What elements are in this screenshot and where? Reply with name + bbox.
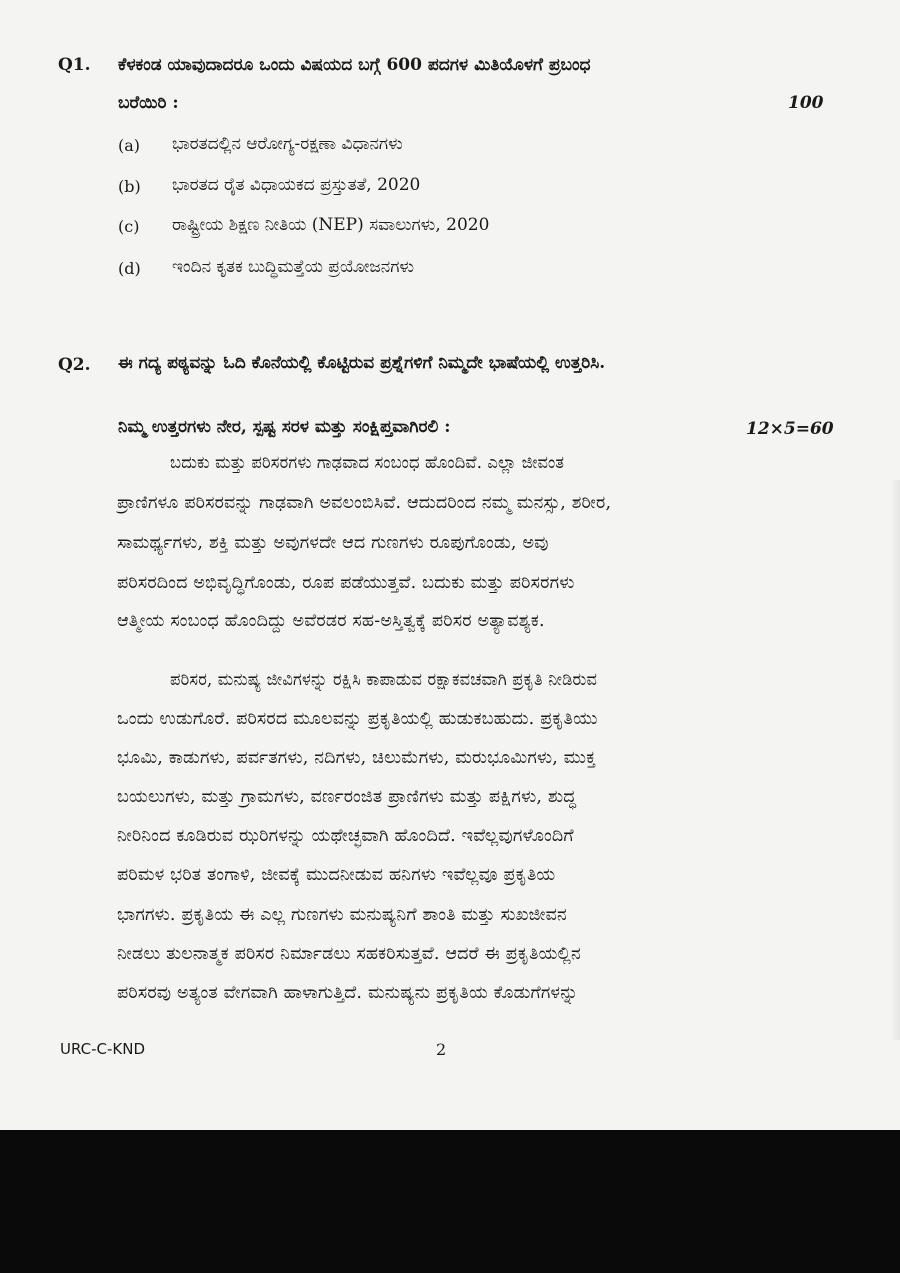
paper-code: URC-C-KND (60, 1040, 146, 1058)
question-2-marks: 12×5=60 (746, 419, 834, 439)
passage-para-2-line: ಒಂದು ಉಡುಗೊರೆ. ಪರಿಸರದ ಮೂಲವನ್ನು ಪ್ರಕೃತಿಯಲ್ಲಿ ಹುಡುಕಬಹುದು. ಪ್ರಕೃತಿಯು (117, 709, 598, 729)
question-2-line-2: ನಿಮ್ಮ ಉತ್ತರಗಳು ನೇರ, ಸ್ಪಷ್ಟ ಸರಳ ಮತ್ತು ಸಂಕ್ಷಿಪ್ತವಾಗಿರಲಿ : (118, 417, 451, 437)
passage-para-2-line: ಬಯಲುಗಳು, ಮತ್ತು ಗ್ರಾಮಗಳು, ವರ್ಣರಂಜಿತ ಪ್ರಾಣಿಗಳು ಮತ್ತು ಪಕ್ಷಿಗಳು, ಶುದ್ಧ (117, 787, 577, 807)
option-b-label: (b) (118, 177, 141, 196)
question-2-line-1: ಈ ಗದ್ಯ ಪಠ್ಯವನ್ನು ಓದಿ ಕೊನೆಯಲ್ಲಿ ಕೊಟ್ಟಿರುವ ಪ್ರಶ್ನೆಗಳಿಗೆ ನಿಮ್ಮದೇ ಭಾಷೆಯಲ್ಲಿ ಉತ್ತರಿಸಿ. (118, 353, 606, 373)
passage-para-1-line: ಆತ್ಮೀಯ ಸಂಬಂಧ ಹೊಂದಿದ್ದು ಅವೆರಡರ ಸಹ-ಅಸ್ತಿತ್ವಕ್ಕೆ ಪರಿಸರ ಅತ್ಯಾವಶ್ಯಕ. (117, 611, 545, 631)
question-1-number: Q1. (58, 55, 91, 75)
question-1-marks: 100 (788, 93, 824, 113)
question-1-line-1: ಕೆಳಕಂಡ ಯಾವುದಾದರೂ ಒಂದು ವಿಷಯದ ಬಗ್ಗೆ 600 ಪದಗಳ ಮಿತಿಯೊಳಗೆ ಪ್ರಬಂಧ (118, 55, 591, 75)
option-c-label: (c) (118, 217, 140, 236)
passage-para-2-line: ಪರಿಸರ, ಮನುಷ್ಯ ಜೀವಿಗಳನ್ನು ರಕ್ಷಿಸಿ ಕಾಪಾಡುವ ರಕ್ಷಾಕವಚವಾಗಿ ಪ್ರಕೃತಿ ನೀಡಿರುವ (170, 670, 598, 690)
scan-edge-shadow (890, 480, 900, 1040)
option-a-text: ಭಾರತದಲ್ಲಿನ ಆರೋಗ್ಯ-ರಕ್ಷಣಾ ವಿಧಾನಗಳು (172, 134, 403, 154)
question-1-line-2: ಬರೆಯಿರಿ : (118, 93, 179, 113)
passage-para-2-line: ನೀರಿನಿಂದ ಕೂಡಿರುವ ಝರಿಗಳನ್ನು ಯಥೇಚ್ಛವಾಗಿ ಹೊಂದಿದೆ. ಇವೆಲ್ಲವುಗಳೊಂದಿಗೆ (117, 826, 574, 846)
option-b-text: ಭಾರತದ ರೈತ ವಿಧಾಯಕದ ಪ್ರಸ್ತುತತೆ, 2020 (172, 175, 421, 195)
passage-para-2-line: ನೀಡಲು ತುಲನಾತ್ಮಕ ಪರಿಸರ ನಿರ್ಮಾಡಲು ಸಹಕರಿಸುತ್ತವೆ. ಆದರೆ ಈ ಪ್ರಕೃತಿಯಲ್ಲಿನ (117, 944, 581, 964)
scan-background (0, 1130, 900, 1273)
passage-para-2-line: ಭಾಗಗಳು. ಪ್ರಕೃತಿಯ ಈ ಎಲ್ಲ ಗುಣಗಳು ಮನುಷ್ಯನಿಗೆ ಶಾಂತಿ ಮತ್ತು ಸುಖಜೀವನ (117, 905, 567, 925)
passage-para-1-line: ಪರಿಸರದಿಂದ ಅಭಿವೃದ್ಧಿಗೊಂಡು, ರೂಪ ಪಡೆಯುತ್ತವೆ. ಬದುಕು ಮತ್ತು ಪರಿಸರಗಳು (117, 573, 575, 593)
option-d-label: (d) (118, 259, 141, 278)
passage-para-1-line: ಸಾಮರ್ಥ್ಯಗಳು, ಶಕ್ತಿ ಮತ್ತು ಅವುಗಳದೇ ಆದ ಗುಣಗಳು ರೂಪುಗೊಂಡು, ಅವು (117, 533, 549, 553)
option-d-text: ಇಂದಿನ ಕೃತಕ ಬುದ್ಧಿಮತ್ತೆಯ ಪ್ರಯೋಜನಗಳು (172, 257, 415, 277)
passage-para-1-line: ಬದುಕು ಮತ್ತು ಪರಿಸರಗಳು ಗಾಢವಾದ ಸಂಬಂಧ ಹೊಂದಿವೆ. ಎಲ್ಲಾ ಜೀವಂತ (170, 453, 565, 473)
passage-para-2-line: ಪರಿಮಳ ಭರಿತ ತಂಗಾಳಿ, ಜೀವಕ್ಕೆ ಮುದನೀಡುವ ಹನಿಗಳು ಇವೆಲ್ಲವೂ ಪ್ರಕೃತಿಯ (117, 865, 556, 885)
option-c-text: ರಾಷ್ಟ್ರೀಯ ಶಿಕ್ಷಣ ನೀತಿಯ (NEP) ಸವಾಲುಗಳು, 2020 (172, 215, 490, 235)
question-2-number: Q2. (58, 355, 91, 375)
option-a-label: (a) (118, 136, 141, 155)
page-number: 2 (436, 1040, 447, 1059)
passage-para-1-line: ಪ್ರಾಣಿಗಳೂ ಪರಿಸರವನ್ನು ಗಾಢವಾಗಿ ಅವಲಂಬಿಸಿವೆ. ಆದುದರಿಂದ ನಮ್ಮ ಮನಸ್ಸು, ಶರೀರ, (117, 493, 612, 513)
passage-para-2-line: ಭೂಮಿ, ಕಾಡುಗಳು, ಪರ್ವತಗಳು, ನದಿಗಳು, ಚಿಲುಮೆಗಳು, ಮರುಭೂಮಿಗಳು, ಮುಕ್ತ (117, 748, 596, 768)
passage-para-2-line: ಪರಿಸರವು ಅತ್ಯಂತ ವೇಗವಾಗಿ ಹಾಳಾಗುತ್ತಿದೆ. ಮನುಷ್ಯನು ಪ್ರಕೃತಿಯ ಕೊಡುಗೆಗಳನ್ನು (117, 983, 579, 1003)
